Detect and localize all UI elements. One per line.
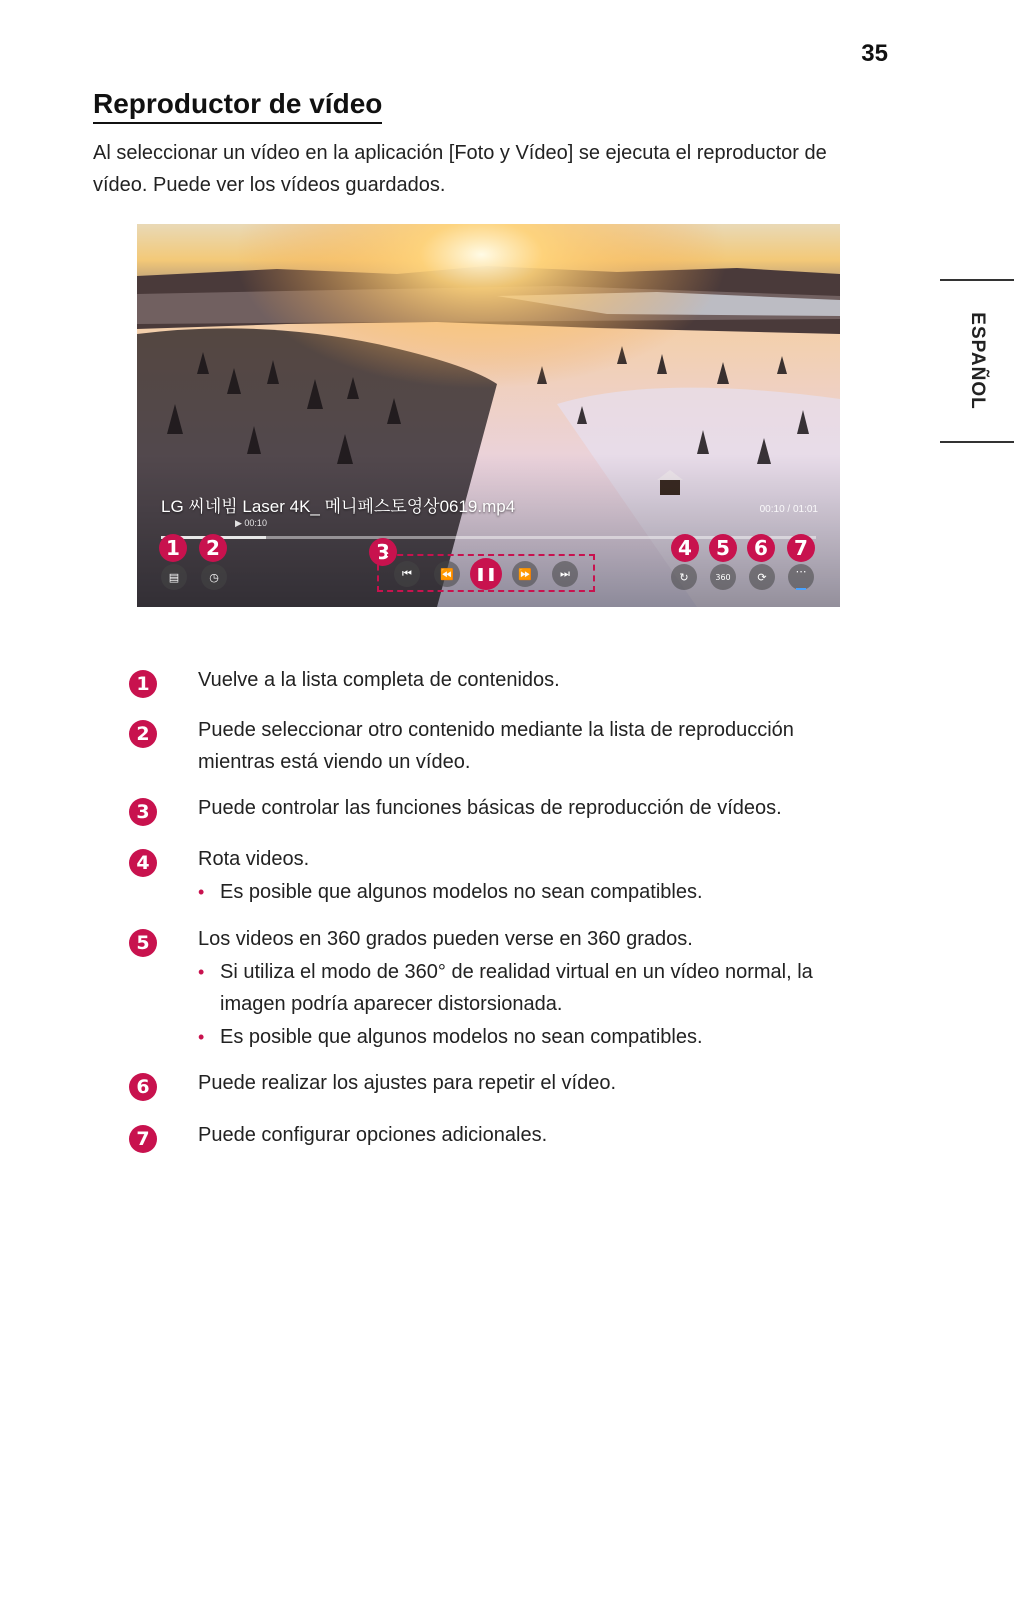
legend-number: 5: [129, 929, 157, 957]
callout-5: 5: [709, 534, 737, 562]
legend-bullet: • Es posible que algunos modelos no sean compatibles.: [198, 876, 858, 908]
callout-6: 6: [747, 534, 775, 562]
skip-back-icon[interactable]: ⏮: [394, 561, 420, 587]
rewind-icon[interactable]: ⏪: [434, 561, 460, 587]
playlist-icon[interactable]: ◷: [201, 564, 227, 590]
pause-icon[interactable]: ❚❚: [470, 558, 502, 590]
legend-text: Puede realizar los ajustes para repetir el vídeo.: [198, 1072, 617, 1094]
legend-text: Los videos en 360 grados pueden verse en 360 grados.: [198, 928, 693, 950]
360-icon[interactable]: 360: [710, 564, 736, 590]
legend-bullet: • Es posible que algunos modelos no sean compatibles.: [198, 1021, 858, 1053]
callout-2: 2: [199, 534, 227, 562]
legend-text: Vuelve a la lista completa de contenidos.: [198, 669, 560, 691]
legend-text: Puede configurar opciones adicionales.: [198, 1124, 548, 1146]
video-file-title: LG 씨네빔 Laser 4K_ 메니페스토영상0619.mp4: [161, 497, 516, 516]
legend-text: Puede controlar las funciones básicas de reproducción de vídeos.: [198, 797, 782, 819]
legend-number: 6: [129, 1073, 157, 1101]
video-player-screenshot: [137, 224, 840, 607]
intro-paragraph: Al seleccionar un vídeo en la aplicación [Foto y Vídeo] se ejecuta el reproductor de vídeo. Puede ver los vídeos guardados.: [93, 142, 827, 196]
legend-number: 2: [129, 720, 157, 748]
legend-text: Rota videos.: [198, 848, 310, 870]
legend-bullet: • Si utiliza el modo de 360° de realidad virtual en un vídeo normal, la imagen podría aparecer distorsionada.: [198, 956, 858, 1020]
video-time-readout: 00:10 / 01:01: [759, 504, 818, 515]
language-label: ESPAÑOL: [967, 312, 988, 410]
rotate-icon[interactable]: ↻: [671, 564, 697, 590]
skip-forward-icon[interactable]: ⏭: [552, 561, 578, 587]
more-icon[interactable]: ⋯: [788, 564, 814, 590]
repeat-icon[interactable]: ⟳: [749, 564, 775, 590]
legend-text: Puede seleccionar otro contenido mediante la lista de reproducción mientras está viendo un vídeo.: [198, 719, 794, 773]
callout-1: 1: [159, 534, 187, 562]
callout-4: 4: [671, 534, 699, 562]
legend-number: 4: [129, 849, 157, 877]
legend-number: 3: [129, 798, 157, 826]
language-tab: [940, 279, 1014, 443]
page-title: Reproductor de vídeo: [93, 88, 382, 124]
page-number: 35: [861, 40, 888, 67]
fast-forward-icon[interactable]: ⏩: [512, 561, 538, 587]
legend-number: 1: [129, 670, 157, 698]
video-sub-time: ▶ 00:10: [235, 518, 267, 528]
legend-number: 7: [129, 1125, 157, 1153]
list-icon[interactable]: ▤: [161, 564, 187, 590]
callout-7: 7: [787, 534, 815, 562]
callout-3: 3: [369, 538, 397, 566]
